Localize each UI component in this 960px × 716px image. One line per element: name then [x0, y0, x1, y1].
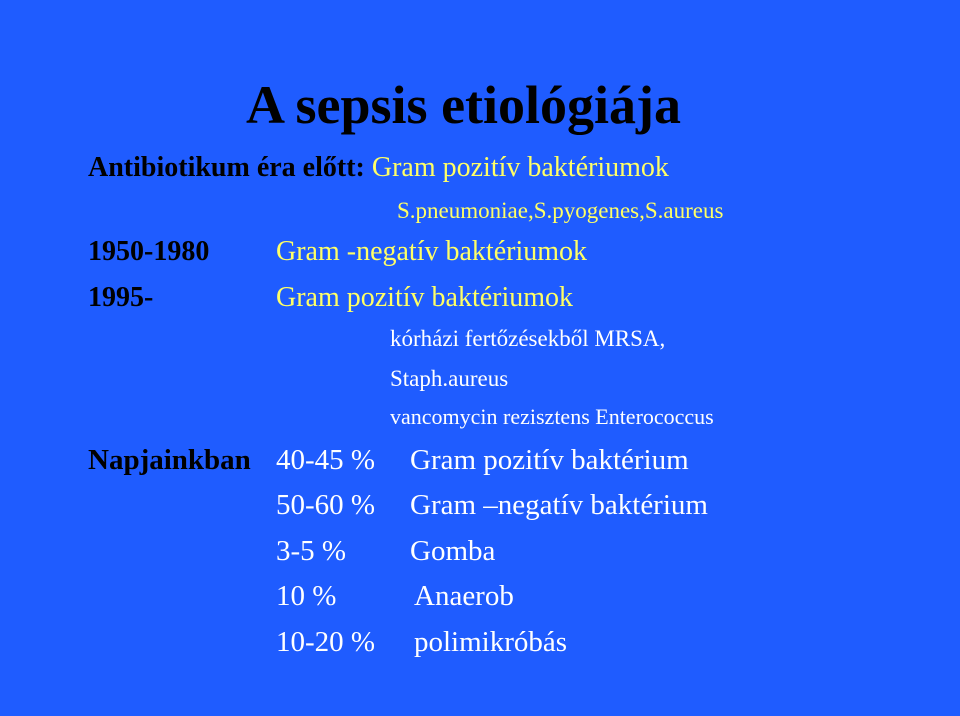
period-1995-text: Gram pozitív baktériumok [276, 282, 574, 313]
period-1950-label: 1950-1980 [88, 236, 210, 267]
slide-title: A sepsis etiológiája [246, 75, 682, 135]
today-row-percent: 10-20 % [276, 626, 376, 658]
today-label: Napjainkban [88, 444, 251, 476]
period-1995-note-1: kórházi fertőzésekből MRSA, [390, 326, 666, 351]
today-row-name: Gram –negatív baktérium [410, 489, 708, 521]
today-row-name: polimikróbás [414, 626, 568, 658]
period-1995-note-3: vancomycin rezisztens Enterococcus [390, 404, 714, 429]
today-row-percent: 10 % [276, 580, 337, 612]
today-row-percent: 3-5 % [276, 535, 347, 567]
period-1995-label: 1995- [88, 282, 154, 313]
today-row-percent: 50-60 % [276, 489, 376, 521]
period-1995-note-2: Staph.aureus [390, 366, 509, 391]
today-row-name: Gram pozitív baktérium [410, 444, 689, 476]
today-row-name: Gomba [410, 535, 496, 567]
pre-antibiotic-line [88, 154, 669, 182]
pre-antibiotic-label: Antibiotikum éra előtt: [88, 152, 365, 183]
pre-antibiotic-species: S.pneumoniae,S.pyogenes,S.aureus [397, 198, 724, 223]
today-row-name: Anaerob [414, 580, 514, 612]
period-1950-text: Gram -negatív baktériumok [276, 236, 588, 267]
today-row-percent: 40-45 % [276, 444, 376, 476]
pre-antibiotic-text: Gram pozitív baktériumok [364, 152, 669, 183]
